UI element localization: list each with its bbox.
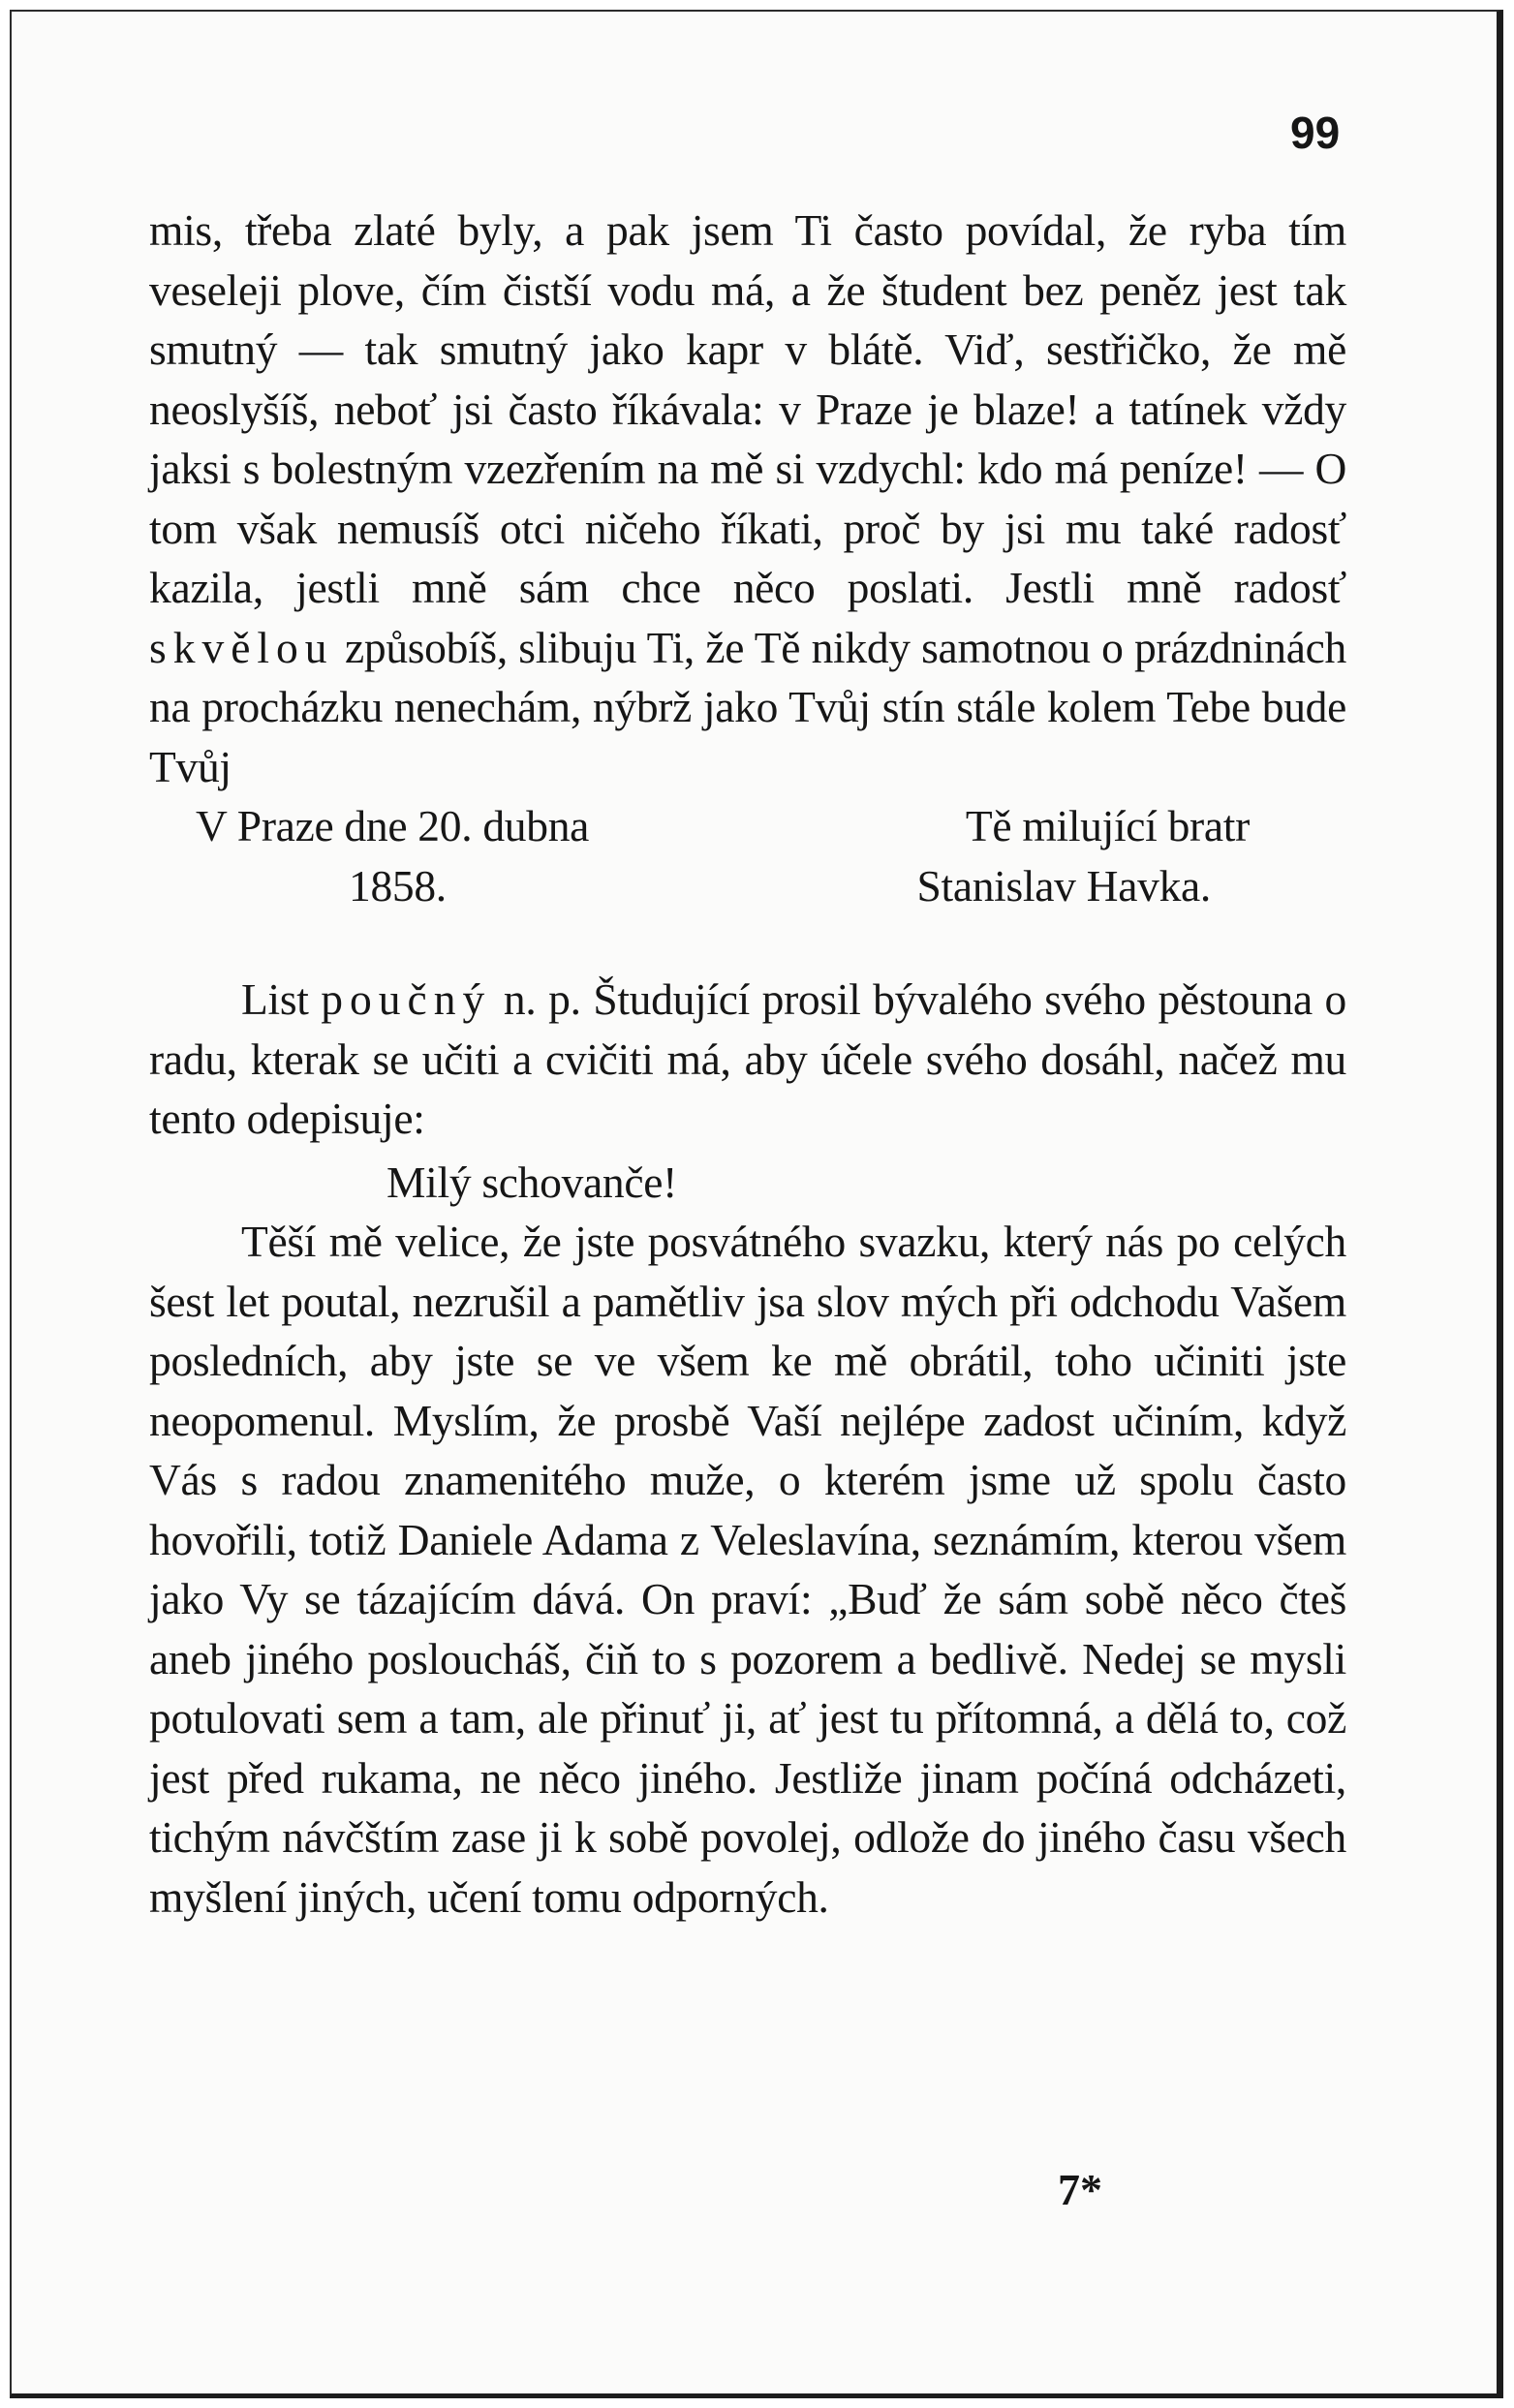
letter2-intro [149, 970, 1346, 1149]
page-number: 99 [1290, 108, 1341, 158]
page-text [149, 201, 1346, 1927]
book-page [10, 10, 1503, 2398]
letter1-signature-row-1 [149, 796, 1346, 856]
letter1-closing: Tě milující bratr [965, 801, 1250, 850]
letter1-body-end: způsobíš, slibuju Ti, že Tě nikdy samotnou o prázdninách na procházku nenechám, nýbrž jako Tvůj stín stále kolem Tebe bude Tvůj [149, 622, 1346, 791]
letter1-signature: Stanislav Havka. [916, 860, 1211, 911]
letter1-body [149, 201, 1346, 796]
letter1-emphasis: skvělou [149, 622, 334, 672]
printer-signature-mark: 7* [1058, 2165, 1102, 2214]
letter1-body-text: mis, třeba zlaté byly, a pak jsem Ti často povídal, že ryba tím veseleji plove, čím čistší vodu má, a že študent bez peněz jest tak smutný — tak smutný jako kapr v blátě. Viď, sestřičko, že mě neoslyšíš, neboť jsi často říkávala: v Praze je blaze! a tatínek vždy jaksi s bolestným vzezřením na mě si vzdychl: kdo má peníze! — O tom však nemusíš otci ničeho říkati, proč by jsi mu také radosť kazila, jestli mně sám chce něco poslati. Jestli mně radosť [149, 205, 1346, 612]
letter2-salutation: Milý schovanče! [386, 1157, 678, 1207]
letter2-body: Těší mě velice, že jste posvátného svazku, který nás po celých šest let poutal, nezrušil a pamětliv jsa slov mých při odchodu Vašem posledních, aby jste se ve všem ke mě obrátil, toho učiniti jste neopomenul. Myslím, že prosbě Vaší nejlépe zadost učiním, když Vás s radou znamenitého muže, o kterém jsme už spolu často hovořili, totiž Daniele Adama z Veleslavína, seznámím, kterou všem jako Vy se tázajícím dává. On praví: „Buď že sám sobě něco čteš aneb jiného posloucháš, čiň to s pozorem a bedlivě. Nedej se mysli potulovati sem a tam, ale přinuť ji, ať jest tu přítomná, a dělá to, což jest před rukama, ne něco jiného. Jestliže jinam počíná odcházeti, tichým návčštím zase ji k sobě povolej, odlože do jiného času všech myšlení jiných, učení tomu odporných. [149, 1217, 1346, 1922]
letter1-signature-row-2 [149, 856, 1346, 916]
letter1-year: 1858. [349, 860, 447, 911]
letter1-place-date: V Praze dne 20. dubna [196, 801, 590, 850]
letter2-intro-rest: n. p. Študující prosil bývalého svého pěstouna o radu, kterak se učiti a cvičiti má, aby účele svého dosáhl, načež mu tento odepisuje: [149, 974, 1347, 1143]
section-gap [149, 915, 1346, 970]
letter2-intro-emphasis: poučný [321, 974, 492, 1024]
letter2-intro-start: List [241, 974, 309, 1024]
